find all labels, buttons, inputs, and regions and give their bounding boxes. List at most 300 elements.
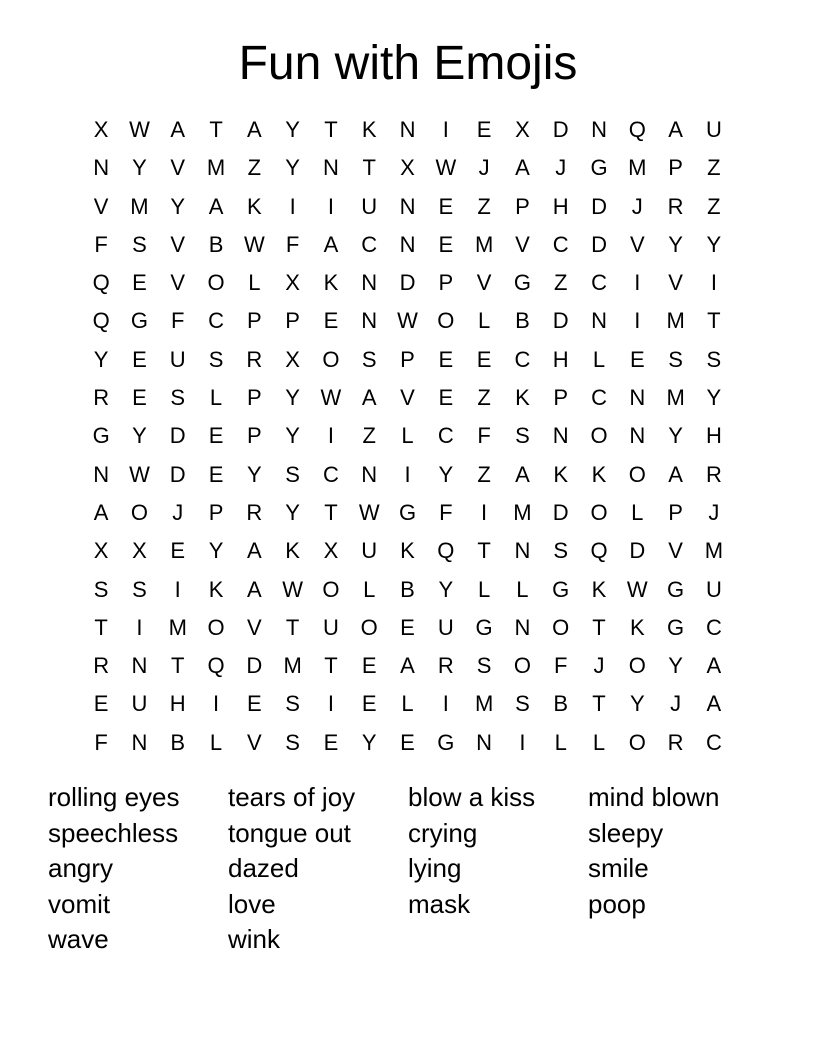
grid-letter: S — [515, 691, 530, 717]
word-list-item: sleepy — [588, 817, 664, 848]
grid-letter: N — [93, 461, 110, 487]
grid-letter: L — [477, 576, 491, 602]
grid-letter: O — [130, 499, 148, 525]
grid-letter: B — [170, 729, 186, 755]
grid-letter: E — [476, 117, 492, 142]
grid-letter: Y — [706, 231, 722, 257]
grid-letter: J — [631, 193, 643, 219]
grid-letter: A — [515, 461, 530, 487]
grid-letter: Y — [170, 193, 186, 219]
grid-letter: M — [628, 155, 647, 181]
grid-letter: E — [400, 729, 415, 755]
grid-letter: S — [208, 346, 224, 372]
word-list-item: mask — [408, 888, 471, 919]
grid-letter: M — [283, 653, 302, 679]
grid-row — [82, 264, 734, 302]
grid-letter: U — [361, 538, 378, 564]
grid-letter: F — [477, 423, 491, 449]
grid-letter: O — [322, 346, 340, 372]
grid-row — [82, 417, 734, 455]
grid-letter: X — [400, 155, 415, 181]
grid-letter: N — [131, 729, 148, 755]
grid-letter: N — [131, 653, 148, 679]
grid-letter: M — [513, 499, 532, 525]
grid-letter: S — [170, 385, 186, 411]
grid-letter: Z — [553, 270, 568, 296]
grid-letter: K — [208, 576, 224, 602]
grid-letter: D — [629, 538, 646, 564]
grid-letter: S — [476, 653, 492, 679]
grid-letter: I — [327, 423, 334, 449]
word-list-item: tears of joy — [228, 782, 356, 812]
grid-row — [82, 685, 734, 723]
grid-letter: F — [94, 729, 108, 755]
grid-letter: V — [476, 270, 492, 296]
grid-letter: K — [629, 614, 645, 640]
grid-letter: A — [515, 155, 530, 181]
grid-letter: R — [667, 193, 684, 219]
grid-letter: Y — [438, 576, 454, 602]
word-list-item: blow a kiss — [408, 782, 536, 812]
grid-letter: R — [667, 729, 684, 755]
grid-letter: D — [246, 653, 263, 679]
grid-row — [82, 532, 734, 570]
grid-letter: T — [94, 614, 108, 640]
grid-letter: S — [668, 346, 683, 372]
grid-letter: P — [668, 155, 683, 181]
grid-letter: C — [514, 346, 531, 372]
grid-letter: G — [590, 155, 608, 181]
grid-letter: X — [515, 117, 530, 142]
grid-letter: N — [514, 538, 531, 564]
grid-letter: V — [170, 270, 186, 296]
grid-letter: D — [591, 193, 607, 219]
grid-letter: J — [555, 155, 567, 181]
grid-letter: R — [705, 461, 722, 487]
grid-letter: C — [437, 423, 454, 449]
grid-letter: Z — [477, 461, 491, 487]
grid-letter: A — [323, 231, 339, 257]
grid-letter: G — [437, 729, 455, 755]
grid-letter: T — [592, 614, 606, 640]
grid-letter: U — [705, 576, 722, 602]
grid-letter: P — [285, 308, 300, 334]
grid-letter: T — [592, 691, 606, 717]
grid-letter: T — [171, 653, 185, 679]
grid-letter: I — [289, 193, 296, 219]
grid-letter: P — [438, 270, 454, 296]
grid-letter: J — [172, 499, 184, 525]
grid-letter: R — [246, 346, 263, 372]
grid-letter: K — [515, 385, 530, 411]
grid-letter: O — [628, 729, 646, 755]
grid-letter: N — [629, 423, 646, 449]
grid-letter: R — [93, 653, 110, 679]
grid-letter: S — [706, 346, 722, 372]
grid-letter: E — [476, 346, 492, 372]
grid-letter: A — [93, 499, 109, 525]
grid-letter: W — [129, 461, 150, 487]
grid-letter: T — [324, 499, 338, 525]
word-list-item: vomit — [48, 888, 111, 919]
word-list-item: speechless — [48, 817, 179, 848]
grid-row — [82, 188, 734, 226]
grid-letter: A — [706, 691, 722, 717]
grid-letter: C — [591, 270, 607, 296]
grid-letter: B — [553, 691, 569, 717]
grid-letter: W — [282, 576, 304, 602]
grid-letter: J — [593, 653, 605, 679]
grid-letter: V — [246, 614, 262, 640]
grid-letter: A — [668, 461, 683, 487]
grid-letter: Y — [132, 423, 147, 449]
grid-letter: K — [591, 576, 607, 602]
grid-letter: Y — [668, 231, 683, 257]
grid-letter: H — [169, 691, 186, 717]
grid-letter: Q — [92, 270, 110, 296]
grid-letter: W — [435, 155, 457, 181]
word-list-item: wave — [48, 924, 109, 954]
grid-letter: C — [361, 231, 378, 257]
grid-letter: Z — [707, 155, 721, 181]
grid-letter: D — [552, 308, 569, 334]
grid-letter: Z — [477, 385, 491, 411]
grid-letter: F — [94, 231, 108, 257]
grid-letter: R — [437, 653, 454, 679]
grid-letter: G — [130, 308, 148, 334]
grid-letter: H — [552, 193, 569, 219]
grid-letter: K — [285, 538, 300, 564]
grid-letter: L — [516, 576, 529, 602]
grid-letter: T — [324, 117, 338, 142]
grid-letter: E — [93, 691, 109, 717]
grid-letter: Y — [438, 461, 454, 487]
grid-letter: E — [361, 691, 377, 717]
grid-letter: O — [590, 499, 608, 525]
grid-letter: G — [398, 499, 417, 525]
grid-letter: Z — [362, 423, 376, 449]
grid-letter: K — [400, 538, 415, 564]
grid-letter: O — [322, 576, 340, 602]
grid-letter: N — [629, 385, 646, 411]
grid-letter: F — [553, 653, 568, 679]
grid-letter: U — [131, 691, 148, 717]
grid-letter: I — [136, 614, 143, 640]
grid-letter: E — [132, 385, 147, 411]
grid-letter: O — [628, 653, 646, 679]
grid-letter: V — [170, 155, 186, 181]
grid-letter: D — [591, 231, 607, 257]
grid-letter: I — [174, 576, 181, 602]
grid-letter: O — [552, 614, 570, 640]
grid-letter: Y — [285, 117, 300, 142]
grid-letter: C — [322, 461, 339, 487]
grid-letter: L — [401, 691, 414, 717]
grid-letter: I — [327, 691, 334, 717]
grid-letter: A — [668, 117, 683, 142]
grid-letter: Z — [247, 155, 262, 181]
grid-letter: Q — [92, 308, 110, 334]
word-list-item: poop — [588, 888, 646, 919]
grid-letter: G — [92, 423, 110, 449]
grid-letter: M — [704, 538, 724, 564]
grid-letter: V — [93, 193, 109, 219]
grid-letter: I — [634, 308, 641, 334]
grid-letter: S — [285, 691, 300, 717]
grid-letter: Y — [668, 653, 683, 679]
grid-letter: I — [519, 729, 526, 755]
grid-letter: E — [438, 231, 454, 257]
grid-letter: K — [591, 461, 607, 487]
grid-letter: Y — [132, 155, 147, 181]
grid-letter: T — [209, 117, 223, 142]
grid-letter: Q — [590, 538, 608, 564]
grid-letter: E — [132, 270, 147, 296]
grid-letter: D — [552, 117, 569, 142]
grid-letter: N — [361, 308, 378, 334]
word-list-item: mind blown — [588, 782, 720, 812]
grid-letter: T — [707, 308, 721, 334]
grid-letter: E — [323, 308, 339, 334]
grid-letter: R — [246, 499, 263, 525]
grid-letter: V — [170, 231, 186, 257]
grid-letter: E — [438, 385, 454, 411]
grid-letter: M — [666, 385, 685, 411]
grid-letter: T — [324, 653, 338, 679]
grid-letter: M — [474, 231, 494, 257]
grid-row — [82, 226, 734, 264]
grid-letter: N — [399, 193, 416, 219]
grid-letter: Y — [706, 385, 722, 411]
word-list-item: lying — [408, 853, 462, 883]
word-list — [48, 780, 768, 958]
grid-letter: A — [246, 117, 262, 142]
grid-letter: Q — [207, 653, 225, 679]
grid-letter: N — [399, 231, 416, 257]
grid-letter: R — [93, 385, 110, 411]
grid-letter: Y — [285, 499, 300, 525]
grid-letter: T — [477, 538, 491, 564]
grid-letter: O — [360, 614, 378, 640]
grid-letter: Y — [361, 729, 377, 755]
grid-letter: S — [515, 423, 530, 449]
grid-letter: X — [285, 346, 300, 372]
word-list-item: wink — [228, 924, 281, 954]
grid-letter: U — [322, 614, 339, 640]
grid-letter: F — [285, 231, 300, 257]
grid-letter: B — [515, 308, 530, 334]
grid-letter: U — [437, 614, 454, 640]
grid-letter: Q — [437, 538, 455, 564]
grid-letter: J — [670, 691, 682, 717]
grid-letter: J — [708, 499, 720, 525]
grid-letter: E — [361, 653, 377, 679]
page-title: Fun with Emojis — [238, 37, 578, 90]
grid-letter: I — [634, 270, 641, 296]
grid-row — [82, 647, 734, 685]
grid-letter: P — [208, 499, 224, 525]
grid-letter: X — [132, 538, 147, 564]
grid-letter: I — [710, 270, 717, 296]
word-list-item: dazed — [228, 853, 299, 883]
grid-letter: F — [439, 499, 453, 525]
grid-row — [82, 494, 734, 532]
grid-letter: T — [362, 155, 376, 181]
grid-letter: W — [397, 308, 418, 334]
grid-letter: P — [553, 385, 569, 411]
grid-letter: L — [631, 499, 644, 525]
grid-letter: L — [209, 729, 223, 755]
grid-letter: P — [246, 385, 262, 411]
grid-letter: N — [361, 461, 378, 487]
word-list-item: tongue out — [228, 817, 351, 848]
grid-letter: Z — [707, 193, 721, 219]
grid-letter: E — [400, 614, 415, 640]
grid-letter: C — [591, 385, 607, 411]
grid-letter: Q — [628, 117, 646, 142]
grid-letter: S — [132, 231, 147, 257]
word-list-item: love — [228, 888, 276, 919]
grid-letter: K — [323, 270, 339, 296]
grid-letter: N — [552, 423, 569, 449]
grid-row — [82, 111, 734, 149]
grid-letter: D — [169, 423, 186, 449]
grid-letter: G — [552, 576, 570, 602]
grid-letter: P — [246, 308, 262, 334]
word-list-item: rolling eyes — [48, 782, 180, 812]
grid-letter: G — [667, 614, 685, 640]
grid-row — [82, 724, 734, 762]
grid-letter: O — [207, 270, 225, 296]
grid-letter: C — [705, 614, 722, 640]
grid-letter: M — [474, 691, 494, 717]
grid-letter: T — [285, 614, 300, 640]
grid-letter: E — [132, 346, 147, 372]
grid-letter: V — [668, 270, 683, 296]
grid-letter: N — [591, 117, 607, 142]
grid-letter: U — [361, 193, 378, 219]
grid-letter: D — [399, 270, 416, 296]
grid-letter: F — [171, 308, 185, 334]
grid-letter: O — [628, 461, 646, 487]
grid-letter: M — [666, 308, 685, 334]
grid-letter: Y — [208, 538, 224, 564]
grid-letter: I — [442, 117, 449, 142]
grid-letter: Z — [477, 193, 491, 219]
grid-letter: C — [552, 231, 569, 257]
grid-letter: Y — [668, 423, 683, 449]
grid-letter: P — [246, 423, 262, 449]
grid-letter: K — [246, 193, 262, 219]
grid-letter: U — [705, 117, 722, 142]
grid-letter: V — [629, 231, 645, 257]
grid-letter: N — [476, 729, 493, 755]
grid-letter: H — [705, 423, 722, 449]
grid-letter: I — [212, 691, 220, 717]
grid-letter: P — [515, 193, 530, 219]
grid-letter: S — [93, 576, 109, 602]
grid-letter: A — [246, 576, 262, 602]
grid-letter: N — [322, 155, 339, 181]
grid-letter: H — [552, 346, 569, 372]
grid-letter: D — [169, 461, 186, 487]
grid-letter: V — [400, 385, 415, 411]
grid-letter: S — [285, 461, 300, 487]
grid-row — [82, 456, 734, 494]
grid-letter: E — [246, 691, 262, 717]
grid-letter: L — [363, 576, 376, 602]
grid-row — [82, 379, 734, 417]
grid-letter: K — [361, 117, 377, 142]
grid-letter: U — [169, 346, 186, 372]
grid-letter: A — [170, 117, 186, 142]
grid-letter: N — [361, 270, 378, 296]
grid-row — [82, 149, 734, 187]
grid-letter: E — [323, 729, 339, 755]
grid-letter: A — [400, 653, 415, 679]
grid-letter: O — [590, 423, 608, 449]
grid-letter: V — [668, 538, 683, 564]
grid-letter: S — [553, 538, 569, 564]
grid-letter: A — [361, 385, 377, 411]
grid-letter: V — [246, 729, 262, 755]
grid-letter: S — [285, 729, 300, 755]
grid-letter: C — [208, 308, 224, 334]
grid-letter: O — [513, 653, 531, 679]
grid-letter: J — [478, 155, 490, 181]
grid-letter: Y — [285, 155, 300, 181]
grid-letter: I — [442, 691, 449, 717]
grid-letter: C — [705, 729, 722, 755]
grid-letter: L — [554, 729, 567, 755]
grid-row — [82, 341, 734, 379]
grid-row — [82, 302, 734, 340]
grid-letter: A — [246, 538, 262, 564]
grid-letter: O — [437, 308, 455, 334]
grid-letter: D — [552, 499, 569, 525]
grid-letter: G — [667, 576, 685, 602]
grid-letter: P — [400, 346, 415, 372]
grid-letter: E — [208, 423, 224, 449]
grid-letter: M — [168, 614, 187, 640]
grid-letter: W — [129, 117, 150, 142]
grid-letter: I — [327, 193, 334, 219]
grid-letter: E — [438, 193, 454, 219]
grid-letter: Y — [285, 385, 300, 411]
grid-letter: L — [401, 423, 414, 449]
word-list-item: crying — [408, 817, 478, 848]
grid-letter: E — [208, 461, 224, 487]
grid-letter: B — [400, 576, 415, 602]
grid-letter: E — [438, 346, 454, 372]
grid-letter: S — [361, 346, 377, 372]
grid-letter: M — [206, 155, 226, 181]
grid-letter: E — [170, 538, 186, 564]
grid-row — [82, 609, 734, 647]
grid-letter: I — [481, 499, 488, 525]
grid-letter: L — [248, 270, 261, 296]
grid-letter: P — [668, 499, 683, 525]
grid-letter: G — [475, 614, 493, 640]
grid-letter: W — [358, 499, 380, 525]
grid-letter: X — [93, 117, 109, 142]
grid-letter: A — [208, 193, 224, 219]
grid-letter: N — [93, 155, 110, 181]
letter-grid — [82, 111, 734, 762]
grid-letter: G — [513, 270, 531, 296]
grid-letter: L — [592, 346, 606, 372]
grid-letter: N — [591, 308, 607, 334]
